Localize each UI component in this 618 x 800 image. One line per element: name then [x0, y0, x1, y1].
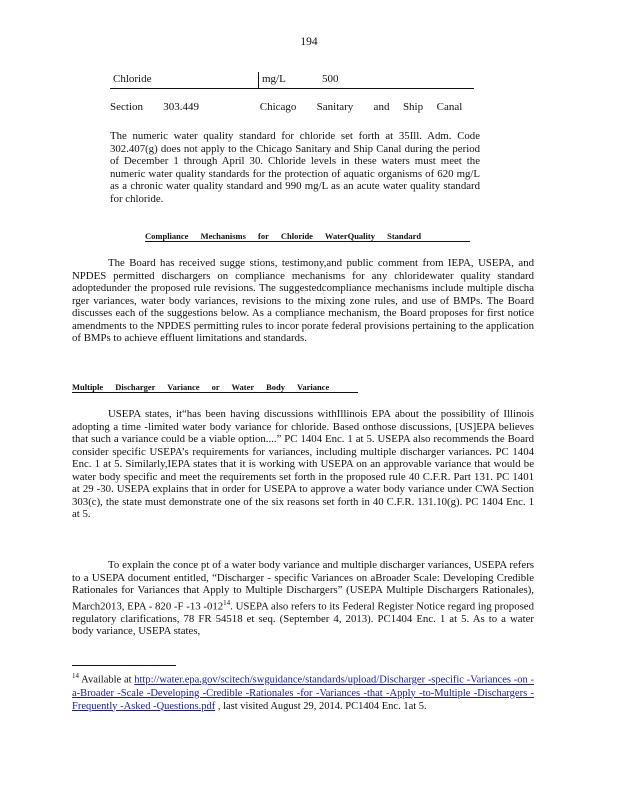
- table-unit: mg/L: [262, 73, 286, 85]
- section-title: Section 303.449 Chicago Sanitary and Ship Canal: [110, 101, 463, 113]
- compliance-paragraph: The Board has received sugge stions, testimony,and public comment from IEPA, USEPA, and NPDES permitted dischargers on compliance mechanisms for any chloridewater quality standard adoptedunder the proposed rule revisions. The suggestedcompliance mechanisms include multiple discha rger variances, water body variances, revisions to the mixing zone rules, and use of BMPs. The Board discusses each of the suggestions below. As a compliance mechanism, the Board proposes for first notice amendments to the NPDES permitting rules to incor porate federal provisions pertaining to the application of BMPs to achieve effluent limitations and standards.: [72, 257, 534, 344]
- compliance-mechanisms-heading: Compliance Mechanisms for Chloride WaterQuality Standard: [145, 231, 470, 242]
- variance-heading: Multiple Discharger Variance or Water Body Variance: [72, 382, 358, 393]
- table-parameter: Chloride: [113, 73, 152, 85]
- paragraph-text: To explain the conce pt of a water body variance and multiple discharger variances, USEPA refers to a USEPA document entitled, “Discharger - specific Variances on aBroader Scale: Developing Credible Rationales for Variances that Apply to Multiple Dischargers” (USEPA Multiple Dischargers Rationales), March2013, EPA - 820 -F -13 -012: [72, 559, 534, 613]
- footnote-divider: [72, 665, 176, 666]
- footnote-suffix: , last visited August 29, 2014. PC1404 Enc. 1at 5.: [215, 700, 427, 712]
- paragraph-text-tail: . USEPA also refers to its Federal Register Notice regard ing proposed regulatory clarifications, 78 FR 54518 et seq. (September 4, 2013). PC1404 Enc. 1 at 5. As to a water body variance, USEPA states,: [72, 600, 534, 638]
- section-paragraph: The numeric water quality standard for chloride set forth at 35Ill. Adm. Code 302.407(g) does not apply to the Chicago Sanitary and Ship Canal during the period of December 1 through April 30. Chloride levels in these waters must meet the numeric water quality standards for the protection of aquatic organisms of 620 mg/L as a chronic water quality standard and 990 mg/L as an acute water quality standard for chloride.: [110, 130, 480, 205]
- table-divider: [258, 72, 259, 88]
- footnote-number: 14: [72, 672, 79, 680]
- table-value: 500: [322, 73, 339, 85]
- usepa-states-paragraph: USEPA states, it“has been having discussions withIllinois EPA about the possibility of Illinois adopting a time -limited water body variance for chloride. Based onthose discussions, [US]EPA believes that such a variance could be a viable option....” PC 1404 Enc. 1 at 5. USEPA also recommends the Board consider specific USEPA’s requirements for variances, including multiple discharger variances. PC 1404 Enc. 1 at 5. Similarly,IEPA states that it is working with USEPA on an approvable variance that would be water body specific and meet the requirements set forth in the proposed rule 40 C.F.R. Part 131. PC 1401 at 29 -30. USEPA explains that in order for USEPA to approve a water body variance under CWA Section 303(c), the state must demonstrate one of the six reasons set forth in 40 C.F.R. 131.10(g). PC 1404 Enc. 1 at 5.: [72, 408, 534, 520]
- footnote: [72, 670, 534, 713]
- chloride-standard-table: [110, 72, 474, 89]
- page-number: 194: [300, 36, 318, 48]
- footnote-prefix: Available at: [79, 674, 135, 686]
- explain-concept-paragraph: [72, 559, 534, 638]
- footnote-link[interactable]: http://water.epa.gov/scitech/swguidance/standards/upload/Discharger -specific -Variances -on -a-Broader -Scale -Developing -Credible -Rationales -for -Variances -that -Apply -to-Multiple -Dischargers -Frequently -Asked -Questions.pdf: [72, 674, 534, 712]
- footnote-ref[interactable]: 14: [223, 598, 231, 607]
